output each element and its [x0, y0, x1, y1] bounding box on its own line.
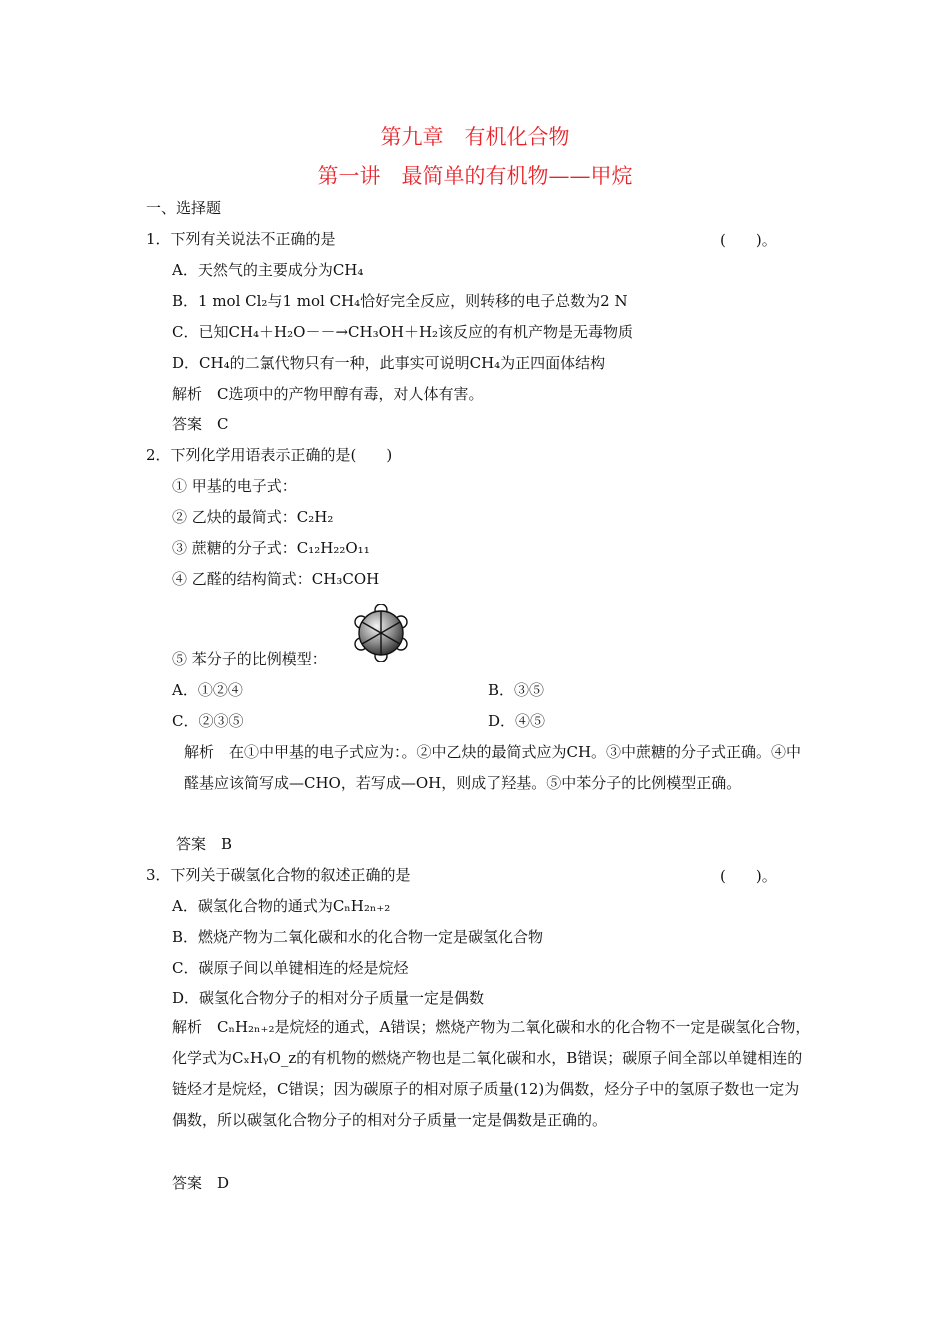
- lecture-title: 第一讲 最简单的有机物——甲烷: [317, 164, 633, 188]
- q2-answer: 答案 B: [176, 835, 233, 853]
- q1-option-b: B．1 mol Cl₂与1 mol CH₄恰好完全反应，则转移的电子总数为2 N: [172, 292, 628, 310]
- q2-item-2: ② 乙炔的最简式：C₂H₂: [172, 508, 334, 526]
- q2-option-b: B．③⑤: [488, 681, 545, 699]
- q3-analysis: 解析 CₙH₂ₙ₊₂是烷烃的通式，A错误；燃烧产物为二氧化碳和水的化合物不一定是碳氢化合物，化学式为CₓHᵧO_z的有机物的燃烧产物也是二氧化碳和水，B错误；碳原子间全部以单键相连的链烃才是烷烃，C错误；因为碳原子的相对原子质量(12)为偶数，烃分子中的氢原子数也一定为偶数，所以碳氢化合物分子的相对分子质量一定是偶数是正确的。: [172, 1018, 811, 1129]
- q3-option-d: D．碳氢化合物分子的相对分子质量一定是偶数: [172, 989, 485, 1007]
- q2-analysis: 解析 在①中甲基的电子式应为：。②中乙炔的最简式应为CH。③中蔗糖的分子式正确。④中醛基应该简写成—CHO，若写成—OH，则成了羟基。⑤中苯分子的比例模型正确。: [184, 743, 802, 792]
- q1-analysis: 解析 C选项中的产物甲醇有毒，对人体有害。: [172, 385, 484, 403]
- q2-item-1: ① 甲基的电子式：: [172, 477, 297, 495]
- q1-answer: 答案 C: [172, 415, 229, 433]
- q3-answer-bracket: ( )。: [720, 867, 777, 885]
- q2-item-4: ④ 乙醛的结构简式：CH₃COH: [172, 570, 380, 588]
- q1-option-d: D．CH₄的二氯代物只有一种，此事实可说明CH₄为正四面体结构: [172, 354, 606, 372]
- section-heading: 一、选择题: [146, 199, 222, 217]
- q2-item-5: ⑤ 苯分子的比例模型：: [172, 650, 327, 668]
- q2-option-c: C．②③⑤: [172, 712, 244, 730]
- q1-option-c: C．已知CH₄＋H₂O－－→CH₃OH＋H₂该反应的有机产物是无毒物质: [172, 323, 634, 341]
- q3-option-a: A．碳氢化合物的通式为CₙH₂ₙ₊₂: [172, 897, 391, 915]
- benzene-model-image: [352, 604, 410, 662]
- q2-option-d: D．④⑤: [488, 712, 546, 730]
- chapter-title: 第九章 有机化合物: [380, 125, 570, 149]
- q3-answer: 答案 D: [172, 1174, 230, 1192]
- q1-answer-bracket: ( )。: [720, 231, 777, 249]
- q2-stem: 2．下列化学用语表示正确的是( ): [146, 446, 393, 464]
- q1-stem: 1．下列有关说法不正确的是: [146, 230, 336, 248]
- q3-option-b: B．燃烧产物为二氧化碳和水的化合物一定是碳氢化合物: [172, 928, 544, 946]
- q3-stem: 3．下列关于碳氢化合物的叙述正确的是: [146, 866, 411, 884]
- q1-option-a: A．天然气的主要成分为CH₄: [172, 261, 364, 279]
- q2-item-3: ③ 蔗糖的分子式：C₁₂H₂₂O₁₁: [172, 539, 370, 557]
- q3-option-c: C．碳原子间以单键相连的烃是烷烃: [172, 959, 409, 977]
- q2-option-a: A．①②④: [172, 681, 243, 699]
